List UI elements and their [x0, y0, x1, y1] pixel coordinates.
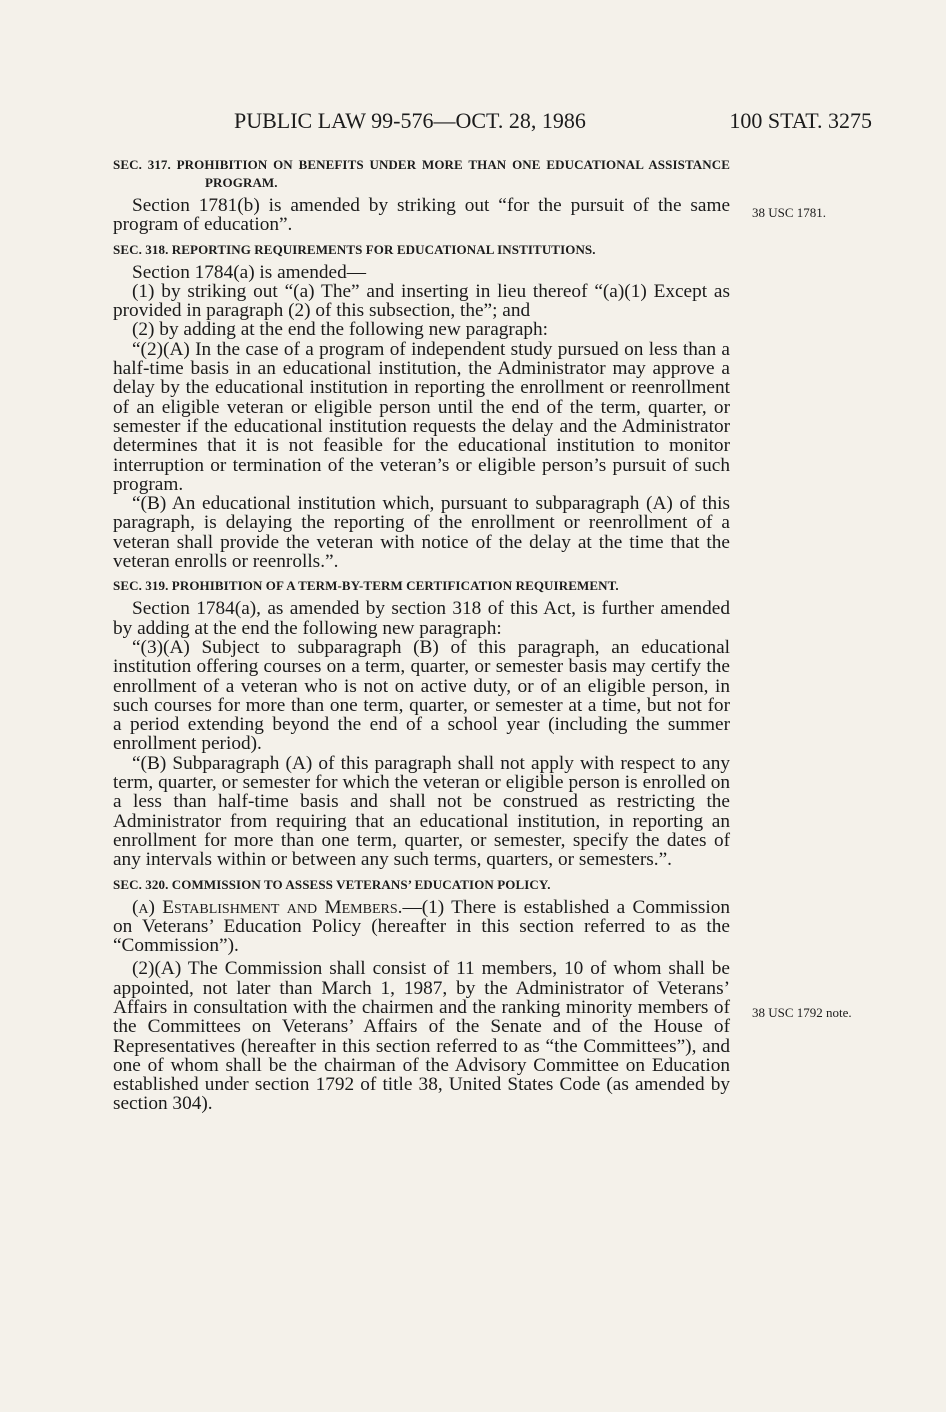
subsection-a-label: (a) Establishment and Members.: [132, 896, 403, 918]
section-317-text: Section 1781(b) is amended by striking out “for the pursuit of the same program of education”.: [113, 195, 730, 236]
margin-note-1792: 38 USC 1792 note.: [752, 1005, 852, 1020]
public-law-citation: PUBLIC LAW 99-576—OCT. 28, 1986: [234, 108, 586, 133]
section-319-paragraph-3a: “(3)(A) Subject to subparagraph (B) of this paragraph, an educational institution offering courses on a term, quarter, or semester basis may certify the enrollment of a veteran who is not on active duty, or of an eligible person, in such courses for more than one term, quarter, or semester at a time, but not for a period extending beyond the end of a school year (including the summer enrollment period).: [113, 636, 730, 755]
section-319-intro: Section 1784(a), as amended by section 318 of this Act, is further amended by adding at the end the following new paragraph:: [113, 598, 730, 639]
section-318-clause-2: (2) by adding at the end the following new paragraph:: [132, 319, 549, 341]
subsection-a-text: —(1) There is established a Commission on Veterans’ Education Policy (hereafter in this section referred to as the “Commission”).: [113, 896, 730, 957]
section-319-paragraph-3b: “(B) Subparagraph (A) of this paragraph shall not apply with respect to any term, quarter, or semester for which the veteran or eligible person is enrolled on a less than half-time basis and shall not be construed as restricting the Administrator from requiring that an educational institution, in reporting an enrollment for more than one term, quarter, or semester, specify the dates of any intervals within or between any such terms, quarters, or semesters.”.: [113, 752, 730, 871]
section-318-paragraph-2a: “(2)(A) In the case of a program of independent study pursued on less than a half-time basis in an educational institution, the Administrator may approve a delay by the educational institution in reporting the enrollment or reenrollment of an eligible veteran or eligible person until the end of the term, quarter, or semester if the educational institution requests the delay and the Administrator determines that it is not feasible for the educational institution to monitor interruption or termination of the veteran’s or eligible person’s pursuit of such program.: [113, 338, 730, 495]
main-text-column: [113, 156, 730, 1114]
margin-note-1781: 38 USC 1781.: [752, 205, 827, 220]
section-320-subsection-a: [113, 898, 730, 956]
section-320-heading: SEC. 320. COMMISSION TO ASSESS VETERANS’ EDUCATION POLICY.: [113, 876, 551, 892]
statutes-page-number: 100 STAT. 3275: [729, 108, 872, 133]
running-header: [234, 108, 872, 138]
section-319-heading: SEC. 319. PROHIBITION OF A TERM-BY-TERM CERTIFICATION REQUIREMENT.: [113, 578, 619, 594]
section-320-paragraph-2a: (2)(A) The Commission shall consist of 11 members, 10 of whom shall be appointed, not later than March 1, 1987, by the Administrator of Veterans’ Affairs in consultation with the chairmen and the ranking minority members of the Committees on Veterans’ Affairs of the Senate and of the House of Representatives (hereafter in this section referred to as “the Committees”), and one of whom shall be the chairman of the Advisory Committee on Education established under section 1792 of title 38, United States Code (as amended by section 304).: [113, 958, 730, 1115]
section-318-clause-1: (1) by striking out “(a) The” and inserting in lieu thereof “(a)(1) Except as provided in paragraph (2) of this subsection, the”; and: [113, 280, 730, 322]
section-318-intro: Section 1784(a) is amended—: [132, 261, 366, 283]
section-317-heading: SEC. 317. PROHIBITION ON BENEFITS UNDER MORE THAN ONE EDUCATIONAL ASSISTANCE PROGRAM.: [113, 157, 730, 190]
section-318-paragraph-2b: “(B) An educational institution which, pursuant to subparagraph (A) of this paragraph, is delaying the reporting of the enrollment or reenrollment of a veteran shall provide the veteran with notice of the delay at the time that the veteran enrolls or reenrolls.”.: [113, 493, 730, 573]
section-318-heading: SEC. 318. REPORTING REQUIREMENTS FOR EDUCATIONAL INSTITUTIONS.: [113, 241, 596, 257]
